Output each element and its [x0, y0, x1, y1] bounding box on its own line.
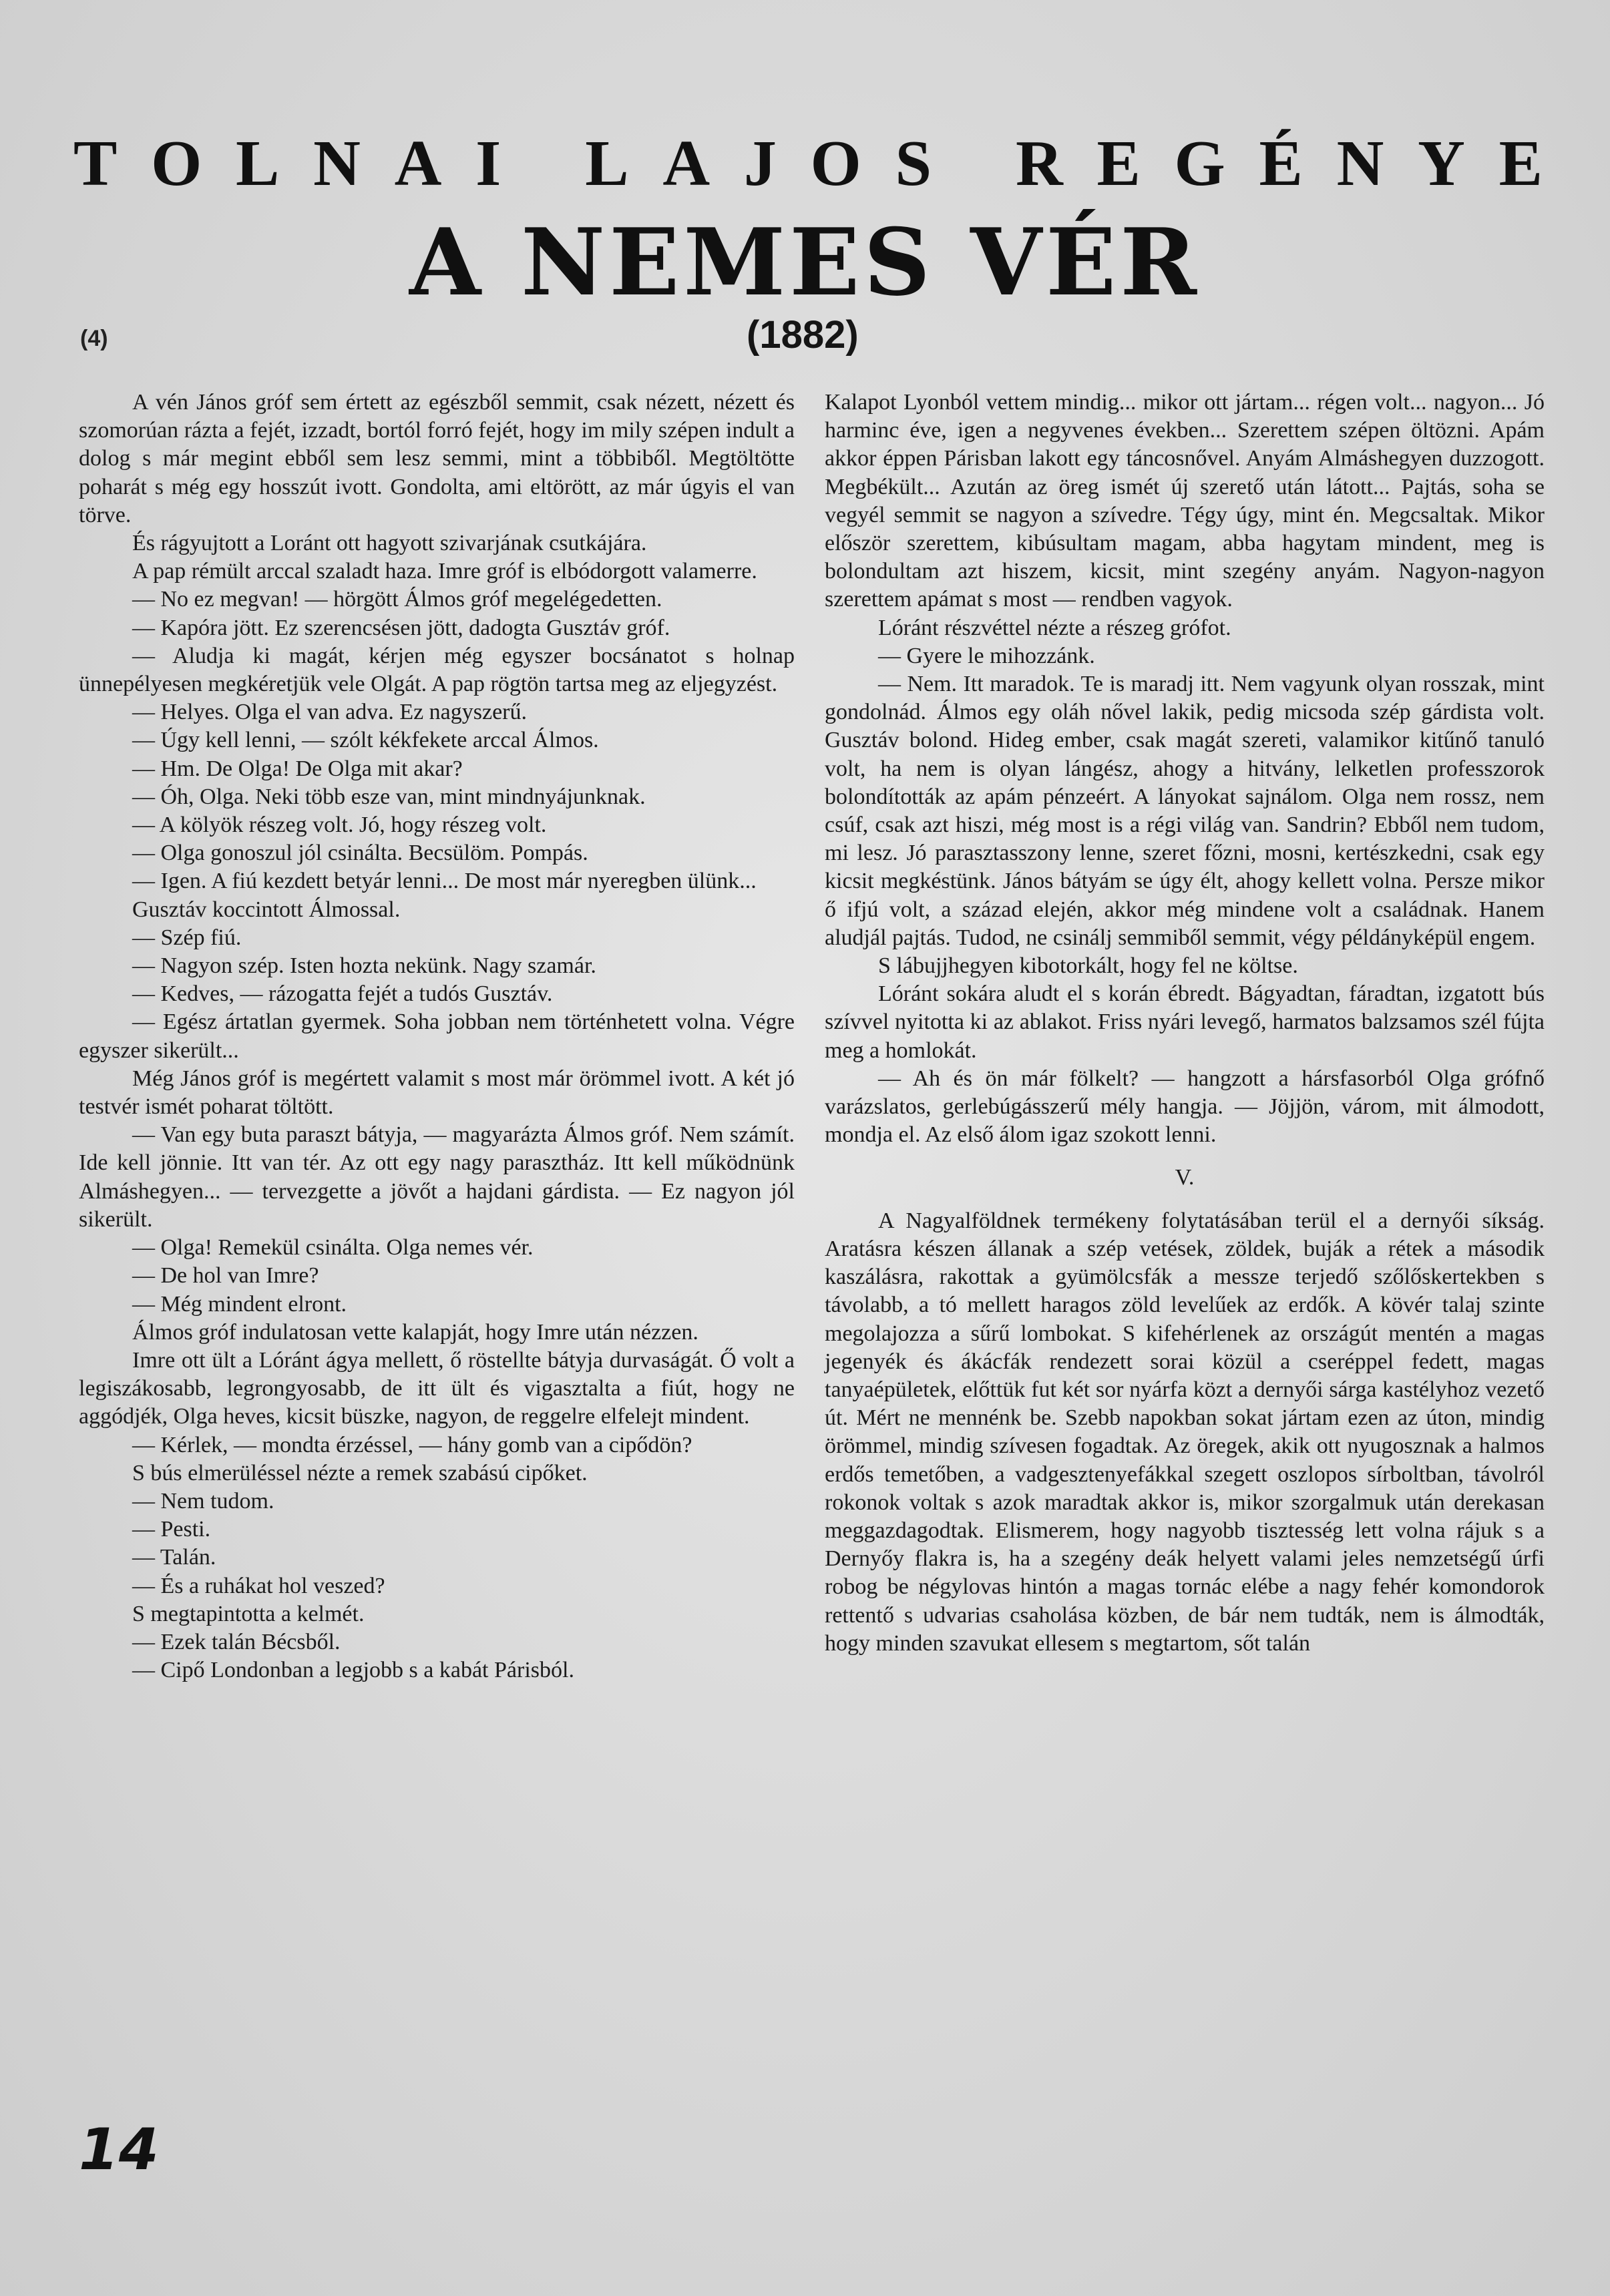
paragraph: — Helyes. Olga el van adva. Ez nagyszerű.	[132, 700, 527, 725]
header-letter: S	[895, 128, 932, 200]
text-column-right	[825, 389, 1545, 1658]
paragraph: Álmos gróf indulatosan vette kalapját, hogy Imre után nézzen.	[132, 1319, 698, 1345]
paragraph: — Úgy kell lenni, — szólt kékfekete arccal Álmos.	[132, 728, 599, 753]
paragraph: — Nem. Itt maradok. Te is maradj itt. Nem vagyunk olyan rosszak, mint gondolnád. Álmos egy oláh nővel lakik, pedig micsoda szép gárdista volt. Gusztáv bolond. Hideg ember, csak magát szereti, valamikor kitűnő tanuló volt, ha nem is olyan lángész, ahogy a hitvány, lelketlen professzorok bolondították az apám pénzeért. A lányokat sajnálom. Olga nem rossz, nem csúf, csak azt hiszi, még most is a régi világ van. Sandrin? Ebből nem tudom, mi lesz. Jó parasztasszony lenne, szeret főzni, mosni, kertészkedni, csak egy kicsit megkéstünk. János bátyám se úgy élt, ahogy kellett volna. Persze mikor ő ifjú volt, a század elején, akkor még mindene volt a családnak. Hanem aludjál pajtás. Tudod, ne csinálj semmiből semmit, végy példányképül engem.	[825, 672, 1545, 950]
paragraph: — Olga! Remekül csinálta. Olga nemes vér.	[132, 1235, 534, 1260]
header-letter: É	[1259, 128, 1303, 200]
novel-title: A NEMES VÉR	[409, 208, 1201, 316]
header-letter: L	[585, 128, 629, 200]
header-letter: A	[662, 128, 711, 200]
paragraph: — De hol van Imre?	[132, 1263, 319, 1289]
paragraph: Még János gróf is megértett valamit s most már örömmel ivott. A két jó testvér ismét poharat töltött.	[79, 1066, 795, 1120]
paragraph: — Van egy buta paraszt bátyja, — magyarázta Álmos gróf. Nem számít. Ide kell jönnie. Itt van tér. Az ott egy nagy parasztház. Itt kell működnünk Almáshegyen... — tervezgette a jövőt a hajdani gárdista. — Ez nagyon jól sikerült.	[79, 1122, 795, 1232]
page-number: 14	[79, 2116, 159, 2183]
header-letter: J	[743, 128, 777, 200]
paragraph: — No ez megvan! — hörgött Álmos gróf megelégedetten.	[132, 587, 662, 612]
paragraph: — Ah és ön már fölkelt? — hangzott a hársfasorból Olga grófnő varázslatos, gerlebúgásszerű mély hangja. — Jöjjön, várom, mit álmodott, mondja el. Az első álom igaz szokott lenni.	[825, 1066, 1545, 1148]
paragraph: A vén János gróf sem értett az egészből semmit, csak nézett, nézett és szomorúan rázta a fejét, izzadt, bortól forró fejét, hogy im mily szépen indult a dolog s már megint ebből sem lesz semmi, mint a többiből. Megtöltötte poharát s még egy hosszút ivott. Gondolta, ami eltörött, az már úgyis el van törve.	[79, 390, 795, 527]
header-gap	[535, 130, 552, 197]
paragraph: — A kölyök részeg volt. Jó, hogy részeg volt.	[132, 813, 547, 838]
paragraph: — Nagyon szép. Isten hozta nekünk. Nagy szamár.	[132, 953, 596, 979]
paragraph: Lóránt részvéttel nézte a részeg grófot.	[878, 615, 1231, 640]
header-letter: E	[1498, 128, 1543, 200]
paragraph: — Kapóra jött. Ez szerencsésen jött, dadogta Gusztáv gróf.	[132, 615, 670, 640]
header-letter: L	[236, 128, 280, 200]
paragraph: — Aludja ki magát, kérjen még egyszer bocsánatot s holnap ünnepélyesen megkéretjük vele Olgát. A pap rögtön tartsa meg az eljegyzést.	[79, 643, 795, 697]
paragraph: — Gyere le mihozzánk.	[878, 643, 1095, 668]
paragraph: — Még mindent elront.	[132, 1291, 347, 1317]
paragraph: — Kérlek, — mondta érzéssel, — hány gomb van a cipődön?	[132, 1432, 692, 1457]
paragraph: — Cipő Londonban a legjobb s a kabát Párisból.	[132, 1658, 574, 1683]
header-letter: Y	[1418, 128, 1465, 200]
paragraph: Imre ott ült a Lóránt ágya mellett, ő röstellte bátyja durvaságát. Ő volt a legiszákosabb, legrongyosabb, de itt ült és vigasztalta a fiút, hogy ne aggódjék, Olga heves, kicsit büszke, nagyon, de reggelre elfelejt mindent.	[79, 1347, 795, 1429]
paragraph: Lóránt sokára aludt el s korán ébredt. Bágyadtan, fáradtan, izgatott bús szívvel nyitotta ki az ablakot. Friss nyári levegő, harmatos balzsamos szél fújta meg a homlokát.	[825, 981, 1545, 1063]
text-column-left	[79, 389, 795, 1684]
paragraph: S bús elmerüléssel nézte a remek szabású cipőket.	[132, 1460, 588, 1485]
paragraph: — Olga gonoszul jól csinálta. Becsülöm. Pompás.	[132, 841, 588, 866]
paragraph: — Igen. A fiú kezdett betyár lenni... De most már nyeregben ülünk...	[132, 869, 757, 894]
paragraph: — Kedves, — rázogatta fejét a tudós Gusztáv.	[132, 981, 553, 1007]
paragraph: — És a ruhákat hol veszed?	[132, 1573, 385, 1598]
installment-number: (4)	[80, 326, 108, 351]
paragraph: — Nem tudom.	[132, 1488, 274, 1514]
header-letter: E	[1096, 128, 1141, 200]
paragraph: Gusztáv koccintott Álmossal.	[132, 897, 401, 922]
chapter-heading: V.	[1175, 1165, 1195, 1190]
paragraph: És rágyujtott a Loránt ott hagyott szivarjának csutkájára.	[132, 531, 647, 556]
header-letter: I	[475, 128, 501, 200]
paragraph: S lábujjhegyen kibotorkált, hogy fel ne költse.	[878, 953, 1298, 979]
paragraph: — Talán.	[132, 1545, 216, 1570]
header-letter: O	[151, 128, 202, 200]
paragraph: — Óh, Olga. Neki több esze van, mint mindnyájunknak.	[132, 784, 646, 809]
paragraph: — Egész ártatlan gyermek. Soha jobban nem történhetett volna. Végre egyszer sikerült...	[79, 1009, 795, 1063]
header-letter: R	[1015, 128, 1063, 200]
header-letter: A	[394, 128, 442, 200]
paragraph: A pap rémült arccal szaladt haza. Imre gróf is elbódorgott valamerre.	[132, 559, 757, 584]
header-letter: N	[313, 128, 361, 200]
paragraph: — Hm. De Olga! De Olga mit akar?	[132, 756, 463, 781]
paragraph: — Pesti.	[132, 1517, 211, 1542]
header-letter: O	[810, 128, 861, 200]
paragraph: — Szép fiú.	[132, 925, 242, 950]
paragraph: — Ezek talán Bécsből.	[132, 1629, 341, 1654]
paragraph: A Nagyalföldnek termékeny folytatásában terül el a dernyői síkság. Aratásra készen állanak a szép vetések, zöldek, buják a rétek a második kaszálásra, rakottak a gyümölcsfák a messze terjedő szőlőskertekben s távolabb, a tó mellett haragos zöld levelűek az erdők. A kövér talaj szinte megolajozza a sűrű lombokat. S kifehérlenek az országút mentén a magas jegenyék és ákácfák rendezett sorai közül a cseréppel fedett, magas tanyaépületek, előttük fut két sor nyárfa közt a dernyői sárga kastélyhoz vezető út. Mért ne mennénk be. Szebb napokban sokat jártam ezen az úton, mindig örömmel, mindig szívesen fogadtak. Az öregek, akik ott nyugosznak a halmos erdős temetőben, a vadgesztenyefákkal szegett oszlopos sírboltban, távolról rokonok voltak s azok maradtak akkor is, mikor szorgalmuk után derekasan meggazdagodtak. Elismerem, hogy nagyobb tisztesség lett volna rájuk s a Dernyőy flakra is, ha a szegény deák helyett valami jeles nemzetségű úrfi robog be négylovas hintón a magas tornác elébe a nagy fehér komondorok rettentő s udvarias csaholása közben, de bár nem tudták, nem is álmodták, hogy minden szavukat ellesem s megtartom, sőt talán	[825, 1208, 1545, 1656]
author-header	[73, 128, 1543, 200]
header-letter: T	[73, 128, 118, 200]
header-gap	[966, 130, 982, 197]
paragraph: S megtapintotta a kelmét.	[132, 1601, 365, 1626]
publication-year: (1882)	[747, 313, 859, 357]
header-letter: N	[1336, 128, 1384, 200]
paragraph: Kalapot Lyonból vettem mindig... mikor ott jártam... régen volt... nagyon... Jó harminc éve, igen a negyvenes években... Szerettem szépen öltözni. Apám akkor éppen Párisban lakott egy táncosnővel. Anyám Almáshegyen duzzogott. Megbékült... Azután az öreg ismét új szerető után látott... Pajtás, soha se vegyél semmit se nagyon a szívedre. Tégy úgy, mint én. Megcsaltak. Mikor először szerettem, kibúsultam magam, abba hagytam mindent, meg is bolondultam azt hiszem, kicsit, mint szegény anyám. Nagyon-nagyon szerettem apámat s most — rendben vagyok.	[825, 390, 1545, 612]
header-letter: G	[1174, 128, 1225, 200]
